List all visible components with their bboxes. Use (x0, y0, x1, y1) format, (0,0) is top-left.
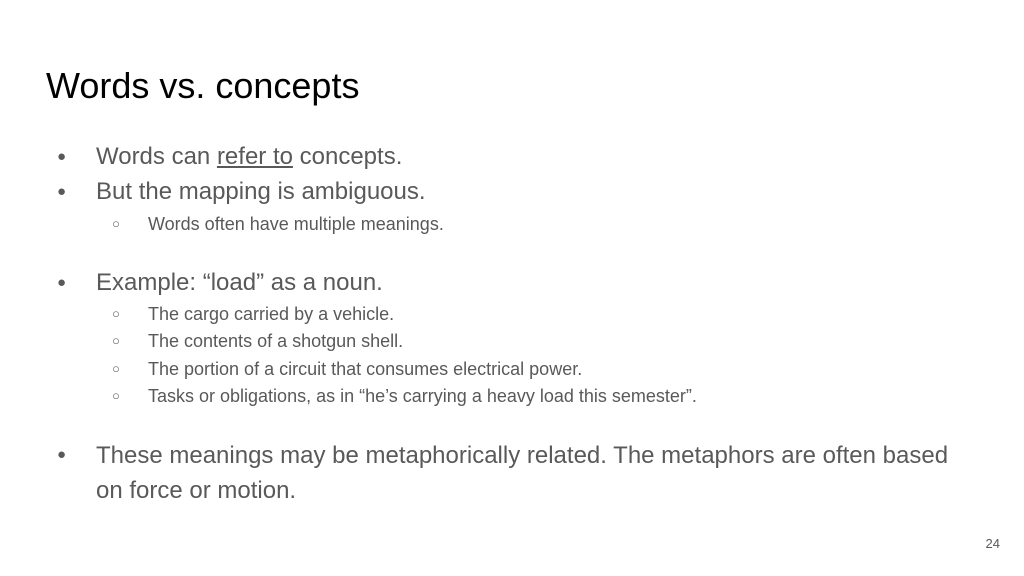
sub-bullet-text: The portion of a circuit that consumes electrical power. (148, 359, 583, 379)
bullet-text (96, 140, 402, 174)
bullet-dot: ● (57, 183, 67, 200)
sub-bullet-text: Words often have multiple meanings. (148, 214, 444, 234)
slide-title: Words vs. concepts (46, 65, 360, 106)
page-number: 24 (985, 536, 1000, 551)
sub-bullet-circle: ○ (112, 361, 120, 376)
bullet-text: Example: “load” as a noun. (96, 269, 383, 296)
sub-bullet-text: Tasks or obligations, as in “he’s carrying a heavy load this semester”. (148, 386, 697, 406)
bullet-text-end: concepts. (292, 143, 403, 170)
bullet-text-start: Words can (96, 143, 217, 170)
sub-bullet-circle: ○ (112, 306, 120, 321)
bullet-dot: ● (57, 148, 67, 165)
sub-bullet-circle: ○ (112, 216, 120, 231)
sub-bullet-circle: ○ (112, 388, 120, 403)
sub-bullet-text: The cargo carried by a vehicle. (148, 304, 395, 324)
bullet-dot: ● (57, 274, 67, 291)
bullet-text: But the mapping is ambiguous. (96, 178, 426, 205)
refer-to-link[interactable]: refer to (216, 143, 293, 170)
bullet-dot: ● (57, 446, 67, 463)
bullet-text: These meanings may be metaphorically related. The metaphors are often based on force or motion. (96, 442, 949, 504)
sub-bullet-circle: ○ (112, 333, 120, 348)
sub-bullet-text: The contents of a shotgun shell. (148, 331, 404, 351)
